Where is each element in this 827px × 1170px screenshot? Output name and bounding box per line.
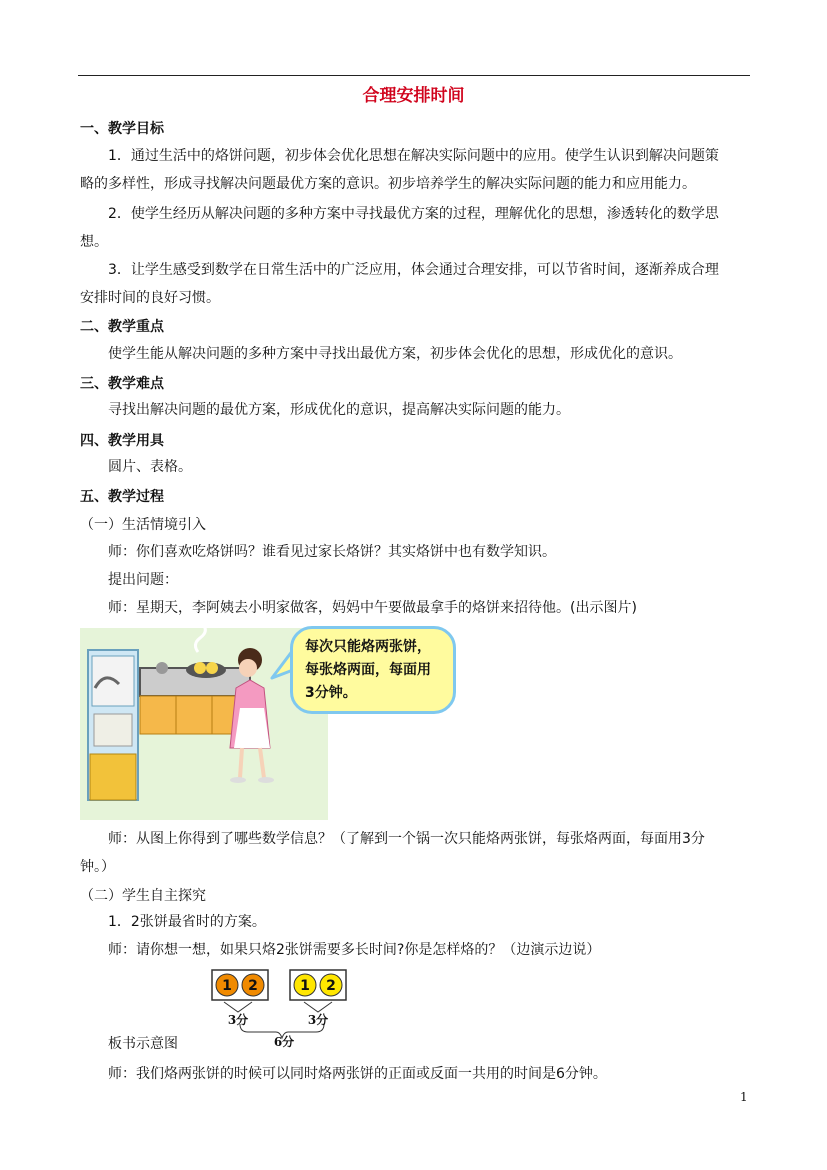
header-rule xyxy=(78,75,750,76)
diagram-caption: 板书示意图 xyxy=(108,1036,178,1052)
teacher-line-3-cont: 钟。） xyxy=(80,859,115,875)
section-heading-key-points: 二、教学重点 xyxy=(80,319,164,335)
teacher-line-1: 师：你们喜欢吃烙饼吗？谁看见过家长烙饼？其实烙饼中也有数学知识。 xyxy=(108,544,556,560)
teacher-line-5: 师：我们烙两张饼的时候可以同时烙两张饼的正面或反面一共用的时间是6分钟。 xyxy=(108,1066,607,1082)
section-heading-difficulties: 三、教学难点 xyxy=(80,376,164,392)
section-heading-materials: 四、教学用具 xyxy=(80,433,164,449)
pancake-diagram xyxy=(210,968,350,1048)
goal-1-line-1: 1．通过生活中的烙饼问题，初步体会优化思想在解决实际问题中的应用。使学生认识到解决问题策 xyxy=(108,148,719,164)
difficulties-text: 寻找出解决问题的最优方案，形成优化的意识，提高解决实际问题的能力。 xyxy=(108,402,570,418)
goal-2-line-1: 2．使学生经历从解决问题的多种方案中寻找最优方案的过程，理解优化的思想，渗透转化的数学思 xyxy=(108,206,719,222)
goal-3-line-2: 安排时间的良好习惯。 xyxy=(80,290,220,306)
teacher-line-2: 师：星期天，李阿姨去小明家做客，妈妈中午要做最拿手的烙饼来招待他。(出示图片) xyxy=(108,600,637,616)
page-title: 合理安排时间 xyxy=(362,86,465,106)
diagram-label-1: 3分 xyxy=(227,1013,249,1027)
goal-2-line-2: 想。 xyxy=(80,234,108,250)
section-heading-process: 五、教学过程 xyxy=(80,489,164,505)
section-heading-goals: 一、教学目标 xyxy=(80,121,164,137)
diagram-label-2: 3分 xyxy=(307,1013,329,1027)
pan2-cake-1: 1 xyxy=(300,978,310,994)
pan2-cake-2: 2 xyxy=(326,978,336,994)
teacher-line-3: 师：从图上你得到了哪些数学信息？（了解到一个锅一次只能烙两张饼，每张烙两面，每面用3分 xyxy=(108,831,705,847)
key-points-text: 使学生能从解决问题的多种方案中寻找出最优方案，初步体会优化的思想，形成优化的意识。 xyxy=(108,346,682,362)
bubble-line-1: 每次只能烙两张饼， xyxy=(305,639,431,655)
subsection-intro: （一）生活情境引入 xyxy=(80,517,206,533)
pan1-cake-1: 1 xyxy=(222,978,232,994)
page-number: 1 xyxy=(740,1090,748,1104)
goal-1-line-2: 略的多样性，形成寻找解决问题最优方案的意识。初步培养学生的解决实际问题的能力和应用能力。 xyxy=(80,176,696,192)
teacher-line-4: 师：请你想一想，如果只烙2张饼需要多长时间?你是怎样烙的？（边演示边说） xyxy=(108,942,601,958)
plan-heading: 1．2张饼最省时的方案。 xyxy=(108,914,266,930)
question-prompt: 提出问题： xyxy=(108,572,178,588)
pan1-cake-2: 2 xyxy=(248,978,258,994)
materials-text: 圆片、表格。 xyxy=(108,459,192,475)
goal-3-line-1: 3．让学生感受到数学在日常生活中的广泛应用，体会通过合理安排，可以节省时间，逐渐养成合理 xyxy=(108,262,719,278)
bubble-line-2: 每张烙两面，每面用 xyxy=(305,662,431,678)
subsection-explore: （二）学生自主探究 xyxy=(80,888,206,904)
speech-bubble-text xyxy=(305,636,455,705)
diagram-total: 6分 xyxy=(273,1035,295,1048)
bubble-line-3: 3分钟。 xyxy=(305,685,357,701)
